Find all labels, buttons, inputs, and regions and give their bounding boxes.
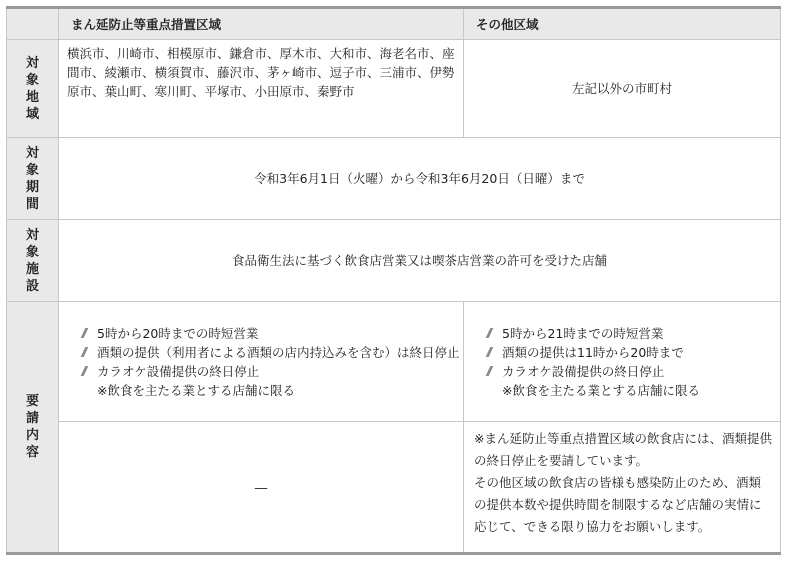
row-request (7, 302, 781, 422)
priority-cities: 横浜市、川崎市、相模原市、鎌倉市、厚木市、大和市、海老名市、座間市、綾瀬市、横須賀市、藤沢市、茅ヶ崎市、逗子市、三浦市、伊勢原市、葉山町、寒川町、平塚市、小田原市、秦野市 (59, 40, 464, 138)
label-area: 対象地域 (7, 40, 59, 138)
list-item: 5時から20時までの時短営業 (81, 324, 463, 343)
list-item-note: ※飲食を主たる業とする店舗に限る (502, 382, 700, 398)
list-item: 5時から21時までの時短営業 (486, 324, 780, 343)
row-area (7, 40, 781, 138)
row-facility (7, 220, 781, 302)
row-period (7, 138, 781, 220)
header-other-area: その他区域 (464, 8, 781, 40)
other-area-text: 左記以外の市町村 (464, 40, 781, 138)
other-request-list (464, 324, 780, 400)
header-row (7, 8, 781, 40)
priority-request-list (59, 324, 463, 400)
other-request (464, 302, 781, 422)
other-note (464, 422, 781, 554)
other-note-1: ※まん延防止等重点措置区域の飲食店には、酒類提供の終日停止を要請しています。 (474, 431, 772, 468)
facility-text: 食品衛生法に基づく飲食店営業又は喫茶店営業の許可を受けた店舗 (59, 220, 781, 302)
list-item: 酒類の提供（利用者による酒類の店内持込みを含む）は終日停止 (81, 343, 463, 362)
label-facility: 対象施設 (7, 220, 59, 302)
label-request: 要請内容 (7, 302, 59, 554)
row-request-notes (7, 422, 781, 554)
priority-request (59, 302, 464, 422)
list-item: カラオケ設備提供の終日停止 ※飲食を主たる業とする店舗に限る (81, 362, 463, 400)
list-item: 酒類の提供は11時から20時まで (486, 343, 780, 362)
list-item-note: ※飲食を主たる業とする店舗に限る (97, 382, 295, 398)
header-corner (7, 8, 59, 40)
period-text: 令和3年6月1日（火曜）から令和3年6月20日（日曜）まで (59, 138, 781, 220)
other-note-2: その他区域の飲食店の皆様も感染防止のため、酒類の提供本数や提供時間を制限するなど店舗の実情に応じて、できる限り協力をお願いします。 (474, 475, 762, 534)
list-item: カラオケ設備提供の終日停止 ※飲食を主たる業とする店舗に限る (486, 362, 780, 400)
measures-table (6, 6, 781, 555)
header-priority-area: まん延防止等重点措置区域 (59, 8, 464, 40)
priority-dash: ― (59, 422, 464, 554)
label-period: 対象期間 (7, 138, 59, 220)
